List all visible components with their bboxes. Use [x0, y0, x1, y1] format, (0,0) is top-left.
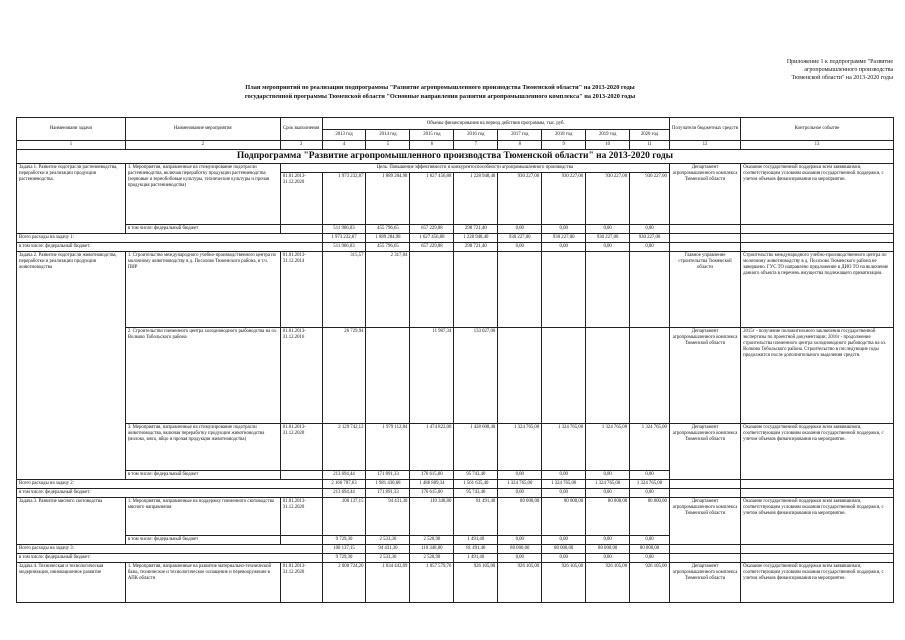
- value-cell: 95 743,40: [454, 489, 498, 498]
- value-cell: 0,00: [498, 471, 542, 480]
- empty-cell: [669, 480, 740, 489]
- value-cell: 0,00: [630, 225, 670, 234]
- value-cell: 2 533,30: [366, 536, 410, 545]
- value-cell: 1 324 765,00: [586, 424, 630, 471]
- value-cell: 926 105,00: [586, 563, 630, 603]
- value-cell: 80 000,00: [498, 545, 542, 554]
- value-cell: 0,00: [542, 243, 586, 252]
- value-cell: 0,00: [542, 225, 586, 234]
- total-row: [17, 234, 894, 243]
- value-cell: 9 729,30: [322, 554, 366, 563]
- column-number: 8: [498, 141, 542, 150]
- value-cell: 1 973 232,87: [322, 173, 366, 225]
- value-cell: 0,00: [586, 536, 630, 545]
- value-cell: [542, 328, 586, 424]
- value-cell: 930 227,00: [542, 173, 586, 225]
- value-cell: 81 491,40: [454, 545, 498, 554]
- value-cell: 0,00: [542, 489, 586, 498]
- value-cell: 0,00: [586, 471, 630, 480]
- goal-row: [17, 164, 894, 173]
- value-cell: 1 561 635,40: [454, 480, 498, 489]
- empty-cell: [741, 489, 894, 498]
- value-cell: 26 729,94: [322, 328, 366, 424]
- value-cell: 1 324 765,00: [630, 480, 670, 489]
- subprogram-title: Подпрограмма "Развитие агропромышленного производства Тюменской области" на 2013-2020 годы: [17, 150, 894, 164]
- value-cell: 100 137,15: [322, 498, 366, 536]
- value-cell: 1 228 948,40: [454, 234, 498, 243]
- header-year: 2017 год: [498, 130, 542, 141]
- value-cell: 94 431,30: [366, 545, 410, 554]
- task-name: Задача 2. Развитие подотрасли животноводства, переработки и реализации продукции животноводства: [17, 252, 126, 480]
- value-cell: 2 166 787,63: [322, 480, 366, 489]
- empty-cell: [741, 225, 894, 234]
- term: 01.01.2013-31.12.2020: [280, 498, 322, 536]
- empty-cell: [669, 489, 740, 498]
- subprogram-row: [17, 150, 894, 164]
- recipient: Департамент агропромышленного комплекса Тюменской области: [669, 498, 740, 545]
- value-cell: 1 324 765,00: [498, 480, 542, 489]
- term: 01.01.2013-31.12.2016: [280, 328, 322, 424]
- total-label: Всего расходы на задачу 1:: [17, 234, 323, 243]
- column-number: 5: [366, 141, 410, 150]
- table-row: [17, 498, 894, 536]
- value-cell: 298 721,40: [454, 243, 498, 252]
- event-name: 1. Строительство международного учебно-производственного центра по молочному животноводству в д. Посохово Тюменского района, в т.ч. ПИР: [125, 252, 280, 328]
- value-cell: 926 105,00: [498, 563, 542, 603]
- value-cell: 0,00: [630, 471, 670, 480]
- value-cell: [630, 328, 670, 424]
- column-number: 1: [17, 141, 126, 150]
- control-event: Оказание государственной поддержки всем заявившимся, соответствующим условиям оказания государственной поддержки, с учетом объемов финансирования на мероприятие.: [741, 164, 894, 225]
- value-cell: [586, 252, 630, 328]
- value-cell: 1 981 430,68: [366, 480, 410, 489]
- value-cell: 81 491,40: [454, 498, 498, 536]
- value-cell: 930 227,00: [586, 173, 630, 225]
- value-cell: 80 000,00: [586, 545, 630, 554]
- value-cell: 0,00: [542, 536, 586, 545]
- value-cell: 1 324 765,00: [498, 424, 542, 471]
- empty-cell: [669, 234, 740, 243]
- value-cell: 80 000,00: [630, 498, 670, 536]
- value-cell: 176 615,00: [410, 471, 454, 480]
- value-cell: 1 057 579,76: [410, 563, 454, 603]
- federal-label: в том числе: федеральный бюджет: [125, 536, 280, 545]
- annex-line: Тюменской области" на 2013-2020 годы: [791, 75, 893, 81]
- control-event: Строительство международного учебно-производственного центра по молочному животноводству в д. Посохово Тюменского района не завершено. ГУС ТО направлено предложение в ДИО ТО на включение данного объекта в перечень имущества подлежащего приватизации.: [741, 252, 894, 328]
- value-cell: 1 228 948,40: [454, 173, 498, 225]
- column-number: 9: [542, 141, 586, 150]
- value-cell: 2 317,84: [366, 252, 410, 328]
- value-cell: 298 721,40: [454, 225, 498, 234]
- value-cell: 100 137,15: [322, 545, 366, 554]
- value-cell: 94 431,30: [366, 498, 410, 536]
- value-cell: 80 000,00: [542, 498, 586, 536]
- total-federal-label: в том числе: федеральный бюджет:: [17, 489, 323, 498]
- value-cell: [366, 328, 410, 424]
- recipient: Департамент агропромышленного комплекса Тюменской области: [669, 563, 740, 603]
- value-cell: 0,00: [630, 489, 670, 498]
- empty-cell: [669, 225, 740, 234]
- value-cell: 930 227,00: [542, 234, 586, 243]
- column-number-row: [17, 141, 894, 150]
- term: 01.01.2013-31.12.2014: [280, 252, 322, 328]
- value-cell: 1 491,40: [454, 554, 498, 563]
- value-cell: 930 227,00: [498, 173, 542, 225]
- value-cell: 315,57: [322, 252, 366, 328]
- value-cell: [586, 328, 630, 424]
- value-cell: 657 229,88: [410, 243, 454, 252]
- table-row: [17, 252, 894, 328]
- column-number: 4: [322, 141, 366, 150]
- header-funding: Объемы финансирования на период действия программы, тыс. руб.: [322, 118, 669, 130]
- value-cell: 1 324 765,00: [542, 480, 586, 489]
- total-label: Всего расходы на задачу 3:: [17, 545, 323, 554]
- value-cell: 930 227,00: [498, 234, 542, 243]
- value-cell: 110 348,80: [410, 545, 454, 554]
- total-federal-label: в том числе: федеральный бюджет:: [17, 243, 323, 252]
- value-cell: 171 891,33: [366, 471, 410, 480]
- term: 01.01.2013-31.12.2020: [280, 563, 322, 603]
- value-cell: 0,00: [586, 225, 630, 234]
- value-cell: 171 891,33: [366, 489, 410, 498]
- task-name: Задача 3. Развитие мясного скотоводства: [17, 498, 126, 545]
- value-cell: 511 966,03: [322, 243, 366, 252]
- control-event: Оказание государственной поддержки всем заявившимся, соответствующим условиям оказания государственной поддержки, с учетом объемов финансирования на мероприятие.: [741, 563, 894, 603]
- empty-cell: [669, 243, 740, 252]
- empty-cell: [741, 545, 894, 554]
- value-cell: 1 474 822,00: [410, 424, 454, 471]
- value-cell: 80 000,00: [630, 545, 670, 554]
- value-cell: 1 627 456,88: [410, 234, 454, 243]
- control-event: Оказание государственной поддержки всем заявившимся, соответствующим условиям оказания государственной поддержки, с учетом объемов финансирования на мероприятие.: [741, 424, 894, 480]
- table-row: [17, 328, 894, 424]
- term: 01.01.2013-31.12.2020: [280, 173, 322, 225]
- value-cell: 1 486 809,34: [410, 480, 454, 489]
- header-row: [17, 118, 894, 130]
- value-cell: 95 743,40: [454, 471, 498, 480]
- column-number: 3: [280, 141, 322, 150]
- value-cell: 1 491,40: [454, 536, 498, 545]
- column-number: 13: [741, 141, 894, 150]
- event-name: 1. Мероприятия, направленные на поддержку племенного скотоводства мясного направления: [125, 498, 280, 536]
- column-number: 2: [125, 141, 280, 150]
- value-cell: 2 520,90: [410, 554, 454, 563]
- empty-cell: [669, 554, 740, 563]
- total-federal-row: [17, 489, 894, 498]
- value-cell: 110 348,80: [410, 498, 454, 536]
- value-cell: 11 987,34: [410, 328, 454, 424]
- value-cell: 455 796,65: [366, 243, 410, 252]
- value-cell: 0,00: [498, 536, 542, 545]
- value-cell: 930 227,00: [630, 173, 670, 225]
- value-cell: 1 889 284,98: [366, 234, 410, 243]
- value-cell: 0,00: [498, 554, 542, 563]
- empty-cell: [280, 225, 322, 234]
- task-name: Задача 1. Развитие подотрасли растениеводства, переработки и реализации продукции растениеводства.: [17, 164, 126, 234]
- event-name: 3. Мероприятия, направленные на стимулирование подотрасли животноводства, включая переработку продукции животноводства (молоко, мясо, яйцо и прочая продукция животноводства): [125, 424, 280, 471]
- empty-cell: [741, 243, 894, 252]
- value-cell: [410, 252, 454, 328]
- value-cell: 1 889 284,98: [366, 173, 410, 225]
- column-number: 12: [669, 141, 740, 150]
- value-cell: 0,00: [498, 243, 542, 252]
- value-cell: 926 105,00: [630, 563, 670, 603]
- value-cell: 657 229,88: [410, 225, 454, 234]
- header-term: Срок выполнения: [280, 118, 322, 141]
- value-cell: 1 428 608,40: [454, 424, 498, 471]
- value-cell: 0,00: [586, 489, 630, 498]
- table-row: [17, 563, 894, 603]
- total-row: [17, 480, 894, 489]
- value-cell: [498, 252, 542, 328]
- value-cell: 1 324 765,00: [586, 480, 630, 489]
- total-federal-label: в том числе: федеральный бюджет:: [17, 554, 323, 563]
- header-year: 2020 год: [630, 130, 670, 141]
- recipient: Департамент агропромышленного комплекса Тюменской области: [669, 164, 740, 225]
- value-cell: 1 973 232,87: [322, 234, 366, 243]
- value-cell: 213 694,44: [322, 489, 366, 498]
- annex-line: агропромышленного производства: [804, 67, 893, 73]
- empty-cell: [741, 480, 894, 489]
- value-cell: 455 796,65: [366, 225, 410, 234]
- term: 01.01.2013-31.12.2020: [280, 424, 322, 471]
- value-cell: 0,00: [542, 554, 586, 563]
- federal-label: в том числе: федеральный бюджет: [125, 471, 280, 480]
- value-cell: 0,00: [586, 243, 630, 252]
- value-cell: 1 324 765,00: [630, 424, 670, 471]
- value-cell: 2 129 742,12: [322, 424, 366, 471]
- value-cell: 0,00: [630, 554, 670, 563]
- header-year: 2018 год: [542, 130, 586, 141]
- header-year: 2019 год: [586, 130, 630, 141]
- event-name: 1. Мероприятия, направленные на развитие материально-технической базы, техническое и технологическое оснащение и перевооружение в АПК области: [125, 563, 280, 603]
- empty-cell: [280, 536, 322, 545]
- empty-cell: [741, 234, 894, 243]
- column-number: 10: [586, 141, 630, 150]
- value-cell: 2 000 724,20: [322, 563, 366, 603]
- value-cell: [454, 252, 498, 328]
- value-cell: 2 520,90: [410, 536, 454, 545]
- value-cell: 80 000,00: [498, 498, 542, 536]
- value-cell: 930 227,00: [586, 234, 630, 243]
- value-cell: 926 105,00: [454, 563, 498, 603]
- value-cell: 80 000,00: [586, 498, 630, 536]
- federal-label: в том числе: федеральный бюджет: [125, 225, 280, 234]
- value-cell: 0,00: [586, 554, 630, 563]
- value-cell: [498, 328, 542, 424]
- control-event: 2015г - получение положительного заключения государственной экспертизы по проектной документации; 2016г - продолжение строительства племенного центра холодноводного рыбоводства на оз. Волково Тобольского района. Строительство в последующие годы продолжится после дополнительного выделения средств.: [741, 328, 894, 424]
- plan-table: [16, 117, 894, 603]
- value-cell: 926 105,00: [542, 563, 586, 603]
- event-name: 2. Строительство племенного центра холодноводного рыбоводства на оз. Волково Тобольского района: [125, 328, 280, 424]
- header-year: 2015 год: [410, 130, 454, 141]
- value-cell: 1 034 443,09: [366, 563, 410, 603]
- value-cell: 0,00: [498, 489, 542, 498]
- control-event: Оказание государственной поддержки всем заявившимся, соответствующим условиям оказания государственной поддержки, с учетом объемов финансирования на мероприятие.: [741, 498, 894, 545]
- empty-cell: [741, 554, 894, 563]
- federal-row: [17, 225, 894, 234]
- table-row: [17, 424, 894, 471]
- value-cell: 0,00: [630, 536, 670, 545]
- goal-text: Цель: Повышение эффективности и конкурентоспособности агропромышленного производства: [280, 164, 669, 173]
- value-cell: 80 000,00: [542, 545, 586, 554]
- value-cell: 930 227,00: [630, 234, 670, 243]
- total-label: Всего расходы на задачу 2:: [17, 480, 323, 489]
- empty-cell: [669, 545, 740, 554]
- header-year: 2016 год: [454, 130, 498, 141]
- value-cell: 511 966,03: [322, 225, 366, 234]
- value-cell: [630, 252, 670, 328]
- value-cell: [542, 252, 586, 328]
- value-cell: 213 694,44: [322, 471, 366, 480]
- event-name: 1. Мероприятия, направленные на стимулирование подотрасли растениеводства, включая переработку продукции растениеводства (зерновые и зернобобовые культуры, технические культуры и прочая продукция растениеводства): [125, 164, 280, 225]
- value-cell: 133 027,00: [454, 328, 498, 424]
- value-cell: 9 729,30: [322, 536, 366, 545]
- value-cell: 1 627 456,88: [410, 173, 454, 225]
- annex-note: [738, 58, 893, 82]
- value-cell: 2 533,30: [366, 554, 410, 563]
- header-event: Наименование мероприятия: [125, 118, 280, 141]
- recipient: Департамент агропромышленного комплекса Тюменской области: [669, 424, 740, 480]
- header-control: Контрольное событие: [741, 118, 894, 141]
- task-name: Задача 4. Техническая и технологическая модернизация, инновационное развитие: [17, 563, 126, 603]
- recipient: Главное управление строительства Тюменской области: [669, 252, 740, 328]
- total-federal-row: [17, 243, 894, 252]
- document-title: [180, 83, 700, 101]
- title-line: План мероприятий по реализации подпрограммы "Развитие агропромышленного производства Тюменской области" на 2013-2020 годы: [245, 84, 635, 91]
- value-cell: 176 615,00: [410, 489, 454, 498]
- value-cell: 1 324 765,00: [542, 424, 586, 471]
- header-recipient: Получатели бюджетных средств: [669, 118, 740, 141]
- column-number: 11: [630, 141, 670, 150]
- header-year: 2013 год: [322, 130, 366, 141]
- value-cell: 0,00: [498, 225, 542, 234]
- total-row: [17, 545, 894, 554]
- value-cell: 0,00: [542, 471, 586, 480]
- header-task: Наименовани задачи: [17, 118, 126, 141]
- column-number: 6: [410, 141, 454, 150]
- value-cell: 1 979 112,84: [366, 424, 410, 471]
- empty-cell: [280, 471, 322, 480]
- column-number: 7: [454, 141, 498, 150]
- total-federal-row: [17, 554, 894, 563]
- title-line: государственной программы Тюменской области "Основные направления развития агропромышленного комплекса" на 2013-2020 годы: [244, 93, 636, 100]
- recipient: Департамент агропромышленного комплекса Тюменской области: [669, 328, 740, 424]
- header-year: 2014 год: [366, 130, 410, 141]
- annex-line: Приложение 1 к подпрограмме "Развитие: [786, 59, 893, 65]
- value-cell: 0,00: [630, 243, 670, 252]
